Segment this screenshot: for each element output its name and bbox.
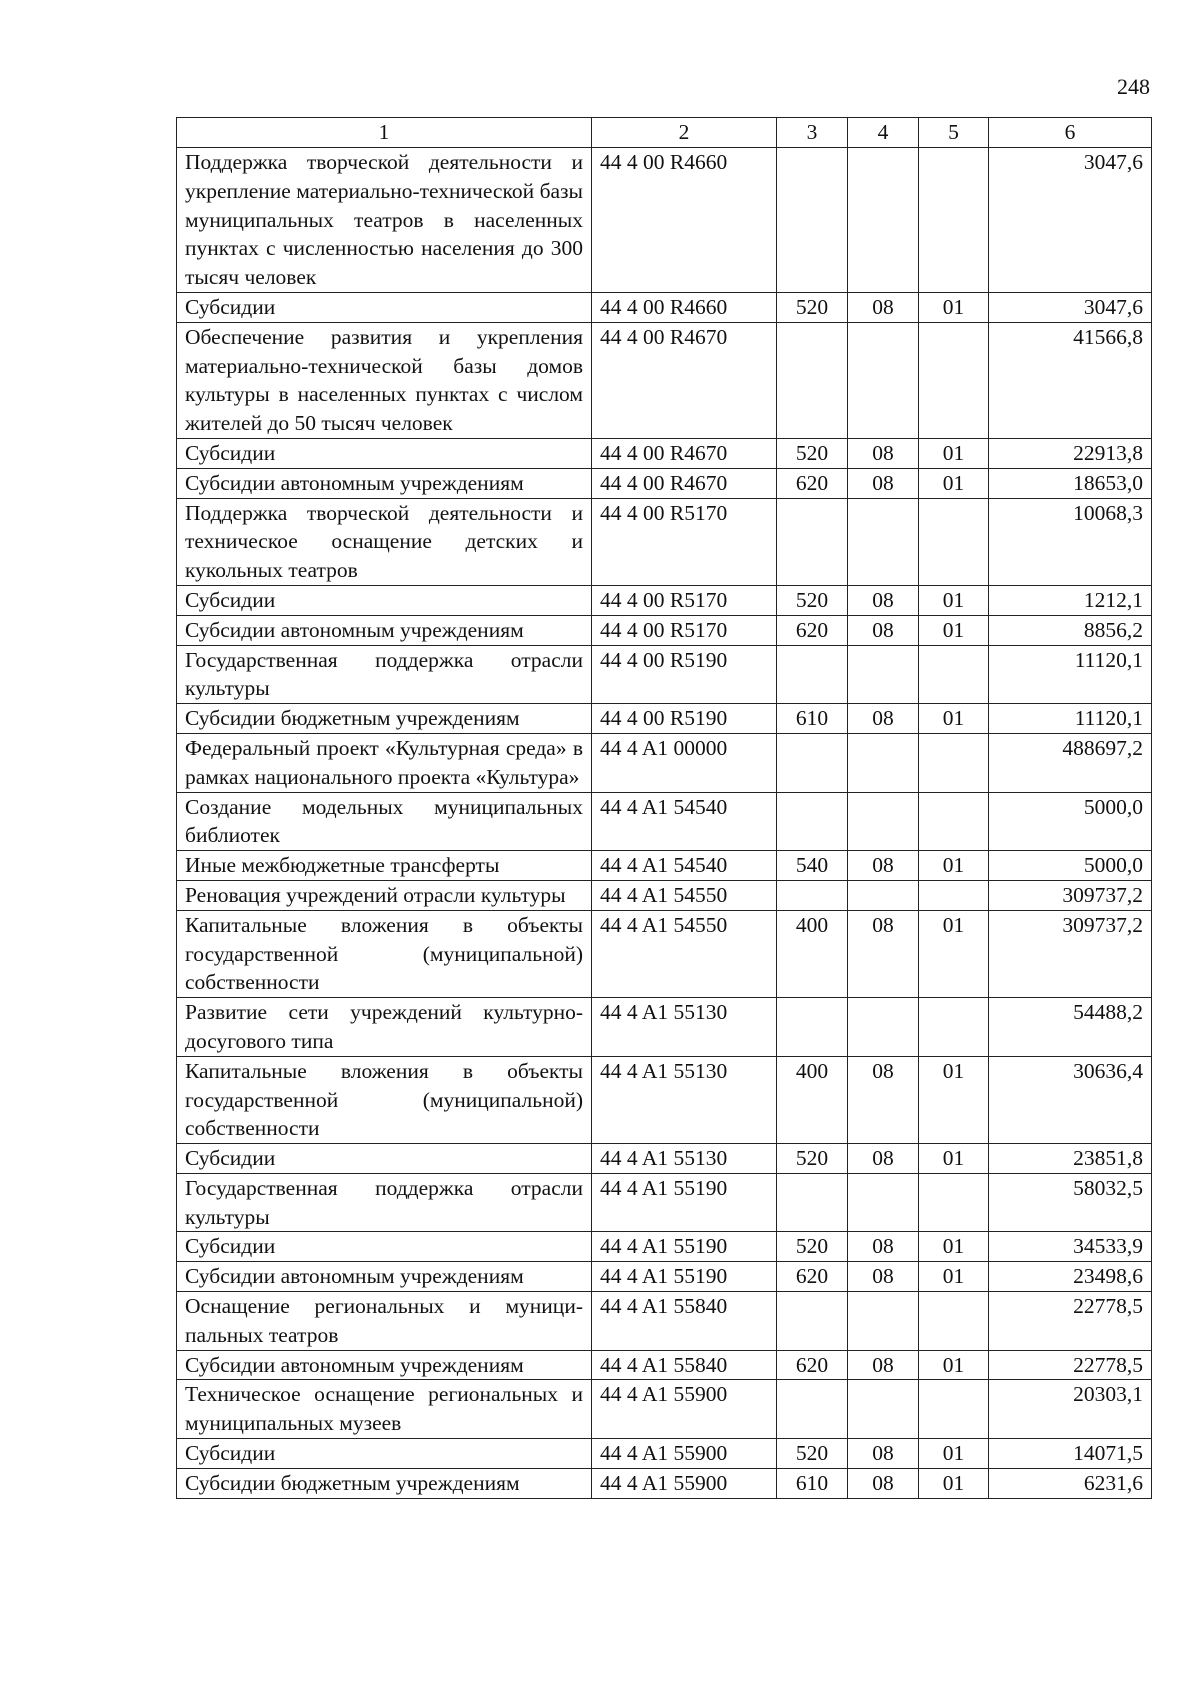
subsection-cell: 01 — [919, 615, 989, 645]
expense-type-cell: 520 — [777, 438, 848, 468]
subsection-cell — [919, 1292, 989, 1351]
subsection-cell — [919, 322, 989, 438]
table-row — [177, 615, 1152, 645]
subsection-cell — [919, 148, 989, 293]
table-row — [177, 1439, 1152, 1469]
target-code-cell: 44 4 00 R5190 — [592, 645, 777, 704]
target-code-cell: 44 4 A1 00000 — [592, 733, 777, 792]
expense-type-cell: 520 — [777, 1439, 848, 1469]
target-code-cell: 44 4 A1 54550 — [592, 910, 777, 997]
budget-table — [176, 117, 1152, 1499]
subsection-cell: 01 — [919, 1468, 989, 1498]
expense-type-cell: 620 — [777, 615, 848, 645]
amount-cell: 18653,0 — [989, 468, 1152, 498]
target-code-cell: 44 4 A1 55130 — [592, 998, 777, 1057]
expense-type-cell — [777, 733, 848, 792]
column-header-5: 5 — [919, 118, 989, 148]
subsection-cell: 01 — [919, 1056, 989, 1143]
item-name-cell: Субсидии — [177, 292, 592, 322]
subsection-cell: 01 — [919, 1439, 989, 1469]
table-row — [177, 792, 1152, 851]
header-row — [177, 118, 1152, 148]
table-row — [177, 1056, 1152, 1143]
amount-cell: 5000,0 — [989, 792, 1152, 851]
expense-type-cell: 520 — [777, 1144, 848, 1174]
item-name-cell: Поддержка творческой деятельности и укрепление материально-технической базы муниципальных театров в населенных пунктах с численностью населения до 300 тысяч человек — [177, 148, 592, 293]
section-cell: 08 — [848, 851, 919, 881]
subsection-cell: 01 — [919, 1144, 989, 1174]
section-cell: 08 — [848, 1262, 919, 1292]
amount-cell: 6231,6 — [989, 1468, 1152, 1498]
expense-type-cell: 540 — [777, 851, 848, 881]
amount-cell: 8856,2 — [989, 615, 1152, 645]
expense-type-cell: 520 — [777, 585, 848, 615]
target-code-cell: 44 4 A1 55900 — [592, 1468, 777, 1498]
amount-cell: 41566,8 — [989, 322, 1152, 438]
section-cell — [848, 645, 919, 704]
subsection-cell — [919, 1173, 989, 1232]
amount-cell: 488697,2 — [989, 733, 1152, 792]
table-row — [177, 468, 1152, 498]
section-cell — [848, 998, 919, 1057]
section-cell — [848, 1173, 919, 1232]
subsection-cell — [919, 645, 989, 704]
subsection-cell: 01 — [919, 292, 989, 322]
subsection-cell: 01 — [919, 1350, 989, 1380]
table-row — [177, 1292, 1152, 1351]
section-cell — [848, 148, 919, 293]
table-row — [177, 998, 1152, 1057]
table-row — [177, 498, 1152, 585]
item-name-cell: Капитальные вложения в объекты государственной (муниципальной) собственности — [177, 910, 592, 997]
item-name-cell: Субсидии — [177, 1439, 592, 1469]
item-name-cell: Реновация учреждений отрасли культуры — [177, 880, 592, 910]
expense-type-cell — [777, 498, 848, 585]
expense-type-cell: 620 — [777, 1350, 848, 1380]
table-row — [177, 1380, 1152, 1439]
amount-cell: 23498,6 — [989, 1262, 1152, 1292]
subsection-cell: 01 — [919, 468, 989, 498]
section-cell — [848, 792, 919, 851]
section-cell: 08 — [848, 1056, 919, 1143]
section-cell: 08 — [848, 1468, 919, 1498]
table-row — [177, 1262, 1152, 1292]
section-cell: 08 — [848, 292, 919, 322]
table-row — [177, 1144, 1152, 1174]
item-name-cell: Субсидии — [177, 585, 592, 615]
target-code-cell: 44 4 00 R5170 — [592, 615, 777, 645]
page-number: 248 — [1117, 74, 1150, 99]
target-code-cell: 44 4 00 R4660 — [592, 292, 777, 322]
expense-type-cell: 520 — [777, 292, 848, 322]
section-cell: 08 — [848, 910, 919, 997]
item-name-cell: Обеспечение развития и укрепления материально-технической базы домов культуры в населенных пунктах с числом жителей до 50 тысяч человек — [177, 322, 592, 438]
amount-cell: 34533,9 — [989, 1232, 1152, 1262]
target-code-cell: 44 4 A1 55840 — [592, 1350, 777, 1380]
subsection-cell — [919, 792, 989, 851]
amount-cell: 30636,4 — [989, 1056, 1152, 1143]
table-row — [177, 645, 1152, 704]
section-cell: 08 — [848, 468, 919, 498]
amount-cell: 11120,1 — [989, 704, 1152, 734]
target-code-cell: 44 4 A1 54550 — [592, 880, 777, 910]
subsection-cell — [919, 733, 989, 792]
column-header-4: 4 — [848, 118, 919, 148]
target-code-cell: 44 4 00 R5170 — [592, 498, 777, 585]
expense-type-cell — [777, 998, 848, 1057]
subsection-cell: 01 — [919, 851, 989, 881]
subsection-cell: 01 — [919, 438, 989, 468]
item-name-cell: Субсидии бюджетным учреждениям — [177, 704, 592, 734]
amount-cell: 22778,5 — [989, 1292, 1152, 1351]
amount-cell: 58032,5 — [989, 1173, 1152, 1232]
table-row — [177, 438, 1152, 468]
table-row — [177, 1173, 1152, 1232]
expense-type-cell — [777, 322, 848, 438]
amount-cell: 54488,2 — [989, 998, 1152, 1057]
expense-type-cell — [777, 1380, 848, 1439]
amount-cell: 309737,2 — [989, 910, 1152, 997]
item-name-cell: Развитие сети учреждений культурно-досугового типа — [177, 998, 592, 1057]
amount-cell: 23851,8 — [989, 1144, 1152, 1174]
table-row — [177, 733, 1152, 792]
table-row — [177, 910, 1152, 997]
target-code-cell: 44 4 00 R4660 — [592, 148, 777, 293]
item-name-cell: Субсидии бюджетным учреждениям — [177, 1468, 592, 1498]
item-name-cell: Субсидии автономным учреждениям — [177, 1262, 592, 1292]
table-row — [177, 148, 1152, 293]
table-row — [177, 1468, 1152, 1498]
amount-cell: 10068,3 — [989, 498, 1152, 585]
expense-type-cell: 610 — [777, 1468, 848, 1498]
table-row — [177, 851, 1152, 881]
target-code-cell: 44 4 A1 55130 — [592, 1144, 777, 1174]
item-name-cell: Субсидии — [177, 438, 592, 468]
target-code-cell: 44 4 A1 55130 — [592, 1056, 777, 1143]
expense-type-cell — [777, 1173, 848, 1232]
amount-cell: 14071,5 — [989, 1439, 1152, 1469]
amount-cell: 11120,1 — [989, 645, 1152, 704]
column-header-2: 2 — [592, 118, 777, 148]
item-name-cell: Поддержка творческой деятельности и техническое оснащение детских и кукольных театров — [177, 498, 592, 585]
target-code-cell: 44 4 00 R4670 — [592, 322, 777, 438]
section-cell: 08 — [848, 704, 919, 734]
column-header-1: 1 — [177, 118, 592, 148]
section-cell — [848, 1292, 919, 1351]
target-code-cell: 44 4 A1 55900 — [592, 1380, 777, 1439]
expense-type-cell — [777, 645, 848, 704]
target-code-cell: 44 4 A1 55190 — [592, 1262, 777, 1292]
item-name-cell: Федеральный проект «Культурная среда» в рамках национального проекта «Культура» — [177, 733, 592, 792]
table-row — [177, 292, 1152, 322]
expense-type-cell — [777, 880, 848, 910]
target-code-cell: 44 4 A1 55190 — [592, 1232, 777, 1262]
subsection-cell — [919, 998, 989, 1057]
amount-cell: 22778,5 — [989, 1350, 1152, 1380]
section-cell: 08 — [848, 1439, 919, 1469]
section-cell — [848, 733, 919, 792]
subsection-cell: 01 — [919, 1232, 989, 1262]
subsection-cell: 01 — [919, 1262, 989, 1292]
item-name-cell: Субсидии — [177, 1232, 592, 1262]
subsection-cell — [919, 1380, 989, 1439]
amount-cell: 1212,1 — [989, 585, 1152, 615]
section-cell — [848, 1380, 919, 1439]
expense-type-cell: 620 — [777, 1262, 848, 1292]
expense-type-cell — [777, 148, 848, 293]
subsection-cell: 01 — [919, 704, 989, 734]
section-cell: 08 — [848, 585, 919, 615]
target-code-cell: 44 4 00 R5170 — [592, 585, 777, 615]
subsection-cell — [919, 498, 989, 585]
amount-cell: 20303,1 — [989, 1380, 1152, 1439]
amount-cell: 5000,0 — [989, 851, 1152, 881]
target-code-cell: 44 4 A1 54540 — [592, 792, 777, 851]
target-code-cell: 44 4 A1 55900 — [592, 1439, 777, 1469]
section-cell — [848, 322, 919, 438]
expense-type-cell: 520 — [777, 1232, 848, 1262]
expense-type-cell — [777, 1292, 848, 1351]
amount-cell: 22913,8 — [989, 438, 1152, 468]
item-name-cell: Государственная поддержка отрасли культуры — [177, 1173, 592, 1232]
column-header-3: 3 — [777, 118, 848, 148]
table-row — [177, 1350, 1152, 1380]
table-row — [177, 880, 1152, 910]
subsection-cell — [919, 880, 989, 910]
item-name-cell: Оснащение региональных и муниципальных театров — [177, 1292, 592, 1351]
table-body — [177, 148, 1152, 1499]
item-name-cell: Техническое оснащение региональных и муниципальных музеев — [177, 1380, 592, 1439]
expense-type-cell: 610 — [777, 704, 848, 734]
target-code-cell: 44 4 00 R4670 — [592, 468, 777, 498]
target-code-cell: 44 4 A1 55840 — [592, 1292, 777, 1351]
amount-cell: 3047,6 — [989, 148, 1152, 293]
section-cell: 08 — [848, 615, 919, 645]
item-name-cell: Капитальные вложения в объекты государственной (муниципальной) собственности — [177, 1056, 592, 1143]
item-name-cell: Субсидии автономным учреждениям — [177, 615, 592, 645]
item-name-cell: Субсидии автономным учреждениям — [177, 1350, 592, 1380]
table-row — [177, 585, 1152, 615]
target-code-cell: 44 4 00 R5190 — [592, 704, 777, 734]
section-cell: 08 — [848, 1232, 919, 1262]
subsection-cell: 01 — [919, 910, 989, 997]
target-code-cell: 44 4 00 R4670 — [592, 438, 777, 468]
table-row — [177, 322, 1152, 438]
expense-type-cell: 620 — [777, 468, 848, 498]
section-cell: 08 — [848, 1144, 919, 1174]
item-name-cell: Иные межбюджетные трансферты — [177, 851, 592, 881]
subsection-cell: 01 — [919, 585, 989, 615]
expense-type-cell: 400 — [777, 1056, 848, 1143]
amount-cell: 3047,6 — [989, 292, 1152, 322]
section-cell — [848, 880, 919, 910]
table-row — [177, 1232, 1152, 1262]
column-header-6: 6 — [989, 118, 1152, 148]
target-code-cell: 44 4 A1 55190 — [592, 1173, 777, 1232]
expense-type-cell — [777, 792, 848, 851]
section-cell — [848, 498, 919, 585]
item-name-cell: Создание модельных муниципальных библиотек — [177, 792, 592, 851]
item-name-cell: Государственная поддержка отрасли культуры — [177, 645, 592, 704]
item-name-cell: Субсидии автономным учреждениям — [177, 468, 592, 498]
amount-cell: 309737,2 — [989, 880, 1152, 910]
section-cell: 08 — [848, 1350, 919, 1380]
section-cell: 08 — [848, 438, 919, 468]
item-name-cell: Субсидии — [177, 1144, 592, 1174]
table-row — [177, 704, 1152, 734]
expense-type-cell: 400 — [777, 910, 848, 997]
target-code-cell: 44 4 A1 54540 — [592, 851, 777, 881]
